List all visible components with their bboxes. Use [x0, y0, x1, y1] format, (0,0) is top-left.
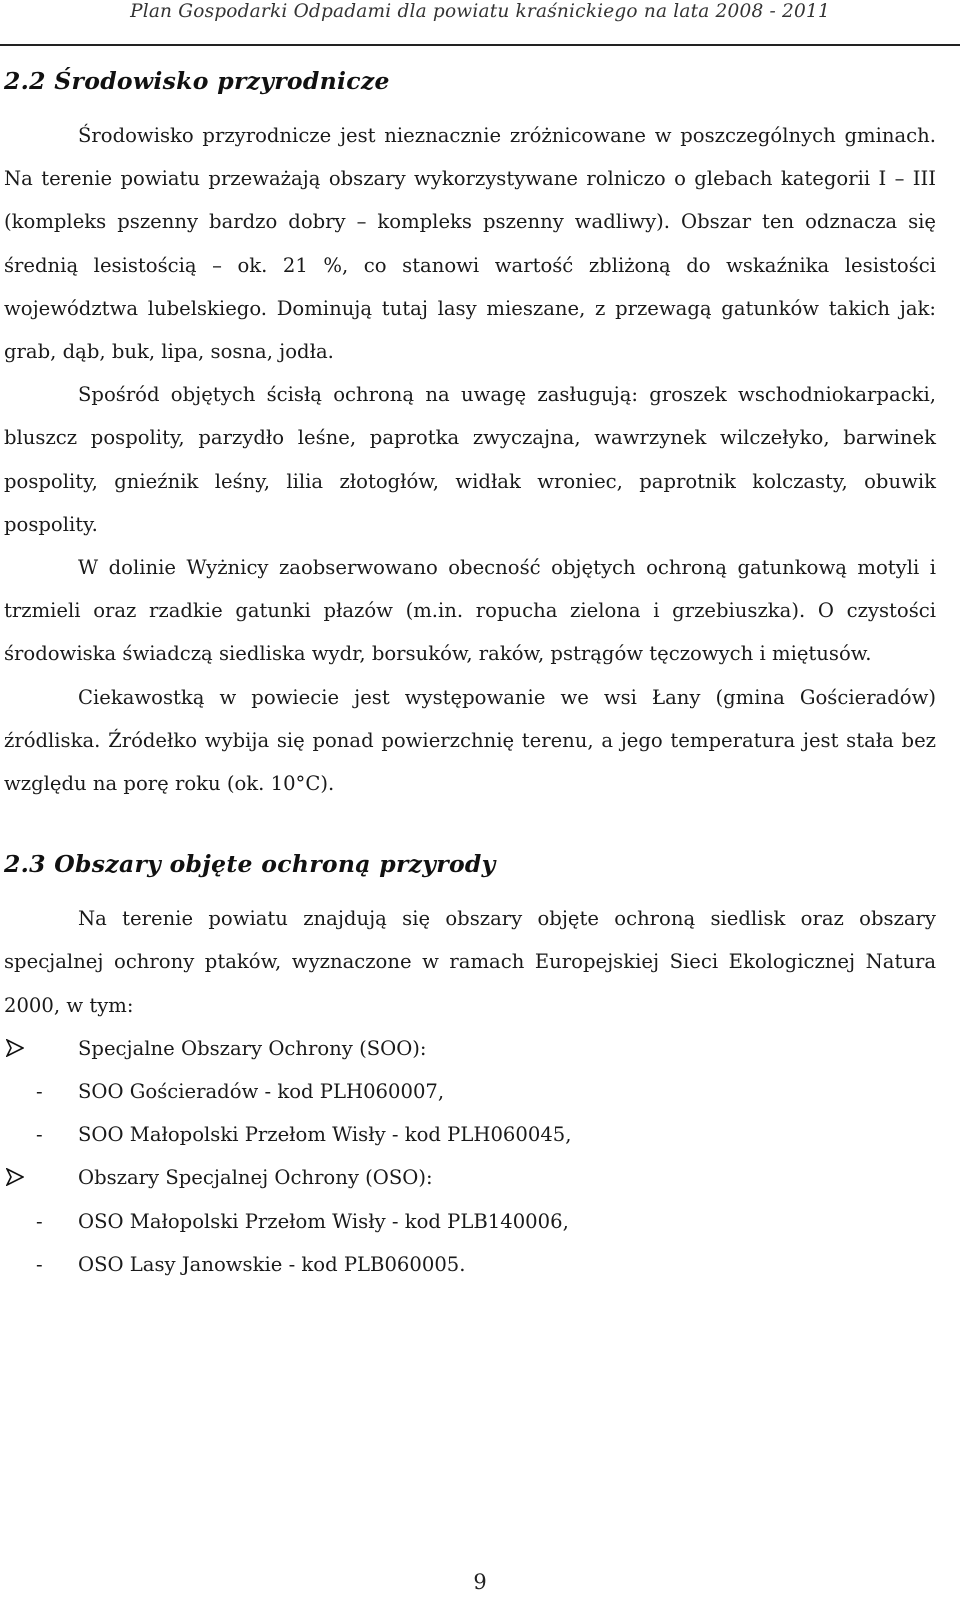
natura-2000-list	[4, 1027, 936, 1286]
list-item	[4, 1027, 936, 1070]
list-item-text: Obszary Specjalnej Ochrony (OSO):	[78, 1166, 433, 1190]
section-heading-2-2: 2.2 Środowisko przyrodnicze	[4, 67, 390, 95]
list-item	[4, 1070, 936, 1113]
running-header	[0, 0, 960, 46]
paragraph: W dolinie Wyżnicy zaobserwowano obecność objętych ochroną gatunkową motyli i trzmieli oraz rzadkie gatunki płazów (m.in. ropucha zielona i grzebiuszka). O czystości środowiska świadczą siedliska wydr, borsuków, raków, pstrągów tęczowych i miętusów.	[4, 556, 936, 666]
list-item-text: OSO Lasy Janowskie - kod PLB060005.	[78, 1252, 466, 1276]
page-number: 9	[473, 1570, 487, 1594]
dash-marker: -	[36, 1209, 43, 1233]
list-item-text: Specjalne Obszary Ochrony (SOO):	[78, 1036, 427, 1060]
dash-marker: -	[36, 1080, 43, 1104]
list-item	[4, 1243, 936, 1286]
list-item-text: SOO Gościeradów - kod PLH060007,	[78, 1080, 445, 1104]
list-item	[4, 1156, 936, 1199]
running-header-title: Plan Gospodarki Odpadami dla powiatu kraśnickiego na lata 2008 - 2011	[130, 1, 830, 22]
paragraph: Ciekawostką w powiecie jest występowanie we wsi Łany (gmina Gościeradów) źródliska. Źródełko wybija się ponad powierzchnię terenu, a jego temperatura jest stała bez względu na porę roku (ok. 10°C).	[4, 685, 936, 796]
list-item	[4, 1113, 936, 1156]
paragraph: Spośród objętych ścisłą ochroną na uwagę zasługują: groszek wschodniokarpacki, bluszcz pospolity, parzydło leśne, paprotka zwyczajna, wawrzynek wilczełyko, barwinek pospolity, gnieźnik leśny, lilia złotogłów, widłak wroniec, paprotnik kolczasty, obuwik pospolity.	[4, 383, 936, 536]
list-item-text: SOO Małopolski Przełom Wisły - kod PLH060045,	[78, 1123, 572, 1147]
section-heading-2-3: 2.3 Obszary objęte ochroną przyrody	[4, 850, 496, 879]
document-body	[4, 66, 936, 1286]
paragraph: Środowisko przyrodnicze jest nieznacznie zróżnicowane w poszczególnych gminach. Na terenie powiatu przeważają obszary wykorzystywane rolniczo o glebach kategorii I – III (kompleks pszenny bardzo dobry – kompleks pszenny wadliwy). Obszar ten odznacza się średnią lesistością – ok. 21 %, co stanowi wartość zbliżoną do wskaźnika lesistości województwa lubelskiego. Dominują tutaj lasy mieszane, z przewagą gatunków takich jak: grab, dąb, buk, lipa, sosna, jodła.	[4, 124, 936, 364]
dash-marker: -	[36, 1252, 43, 1276]
dash-marker: -	[36, 1123, 43, 1147]
list-item-text: OSO Małopolski Przełom Wisły - kod PLB140006,	[78, 1209, 569, 1233]
list-item	[4, 1200, 936, 1243]
paragraph: Na terenie powiatu znajdują się obszary objęte ochroną siedlisk oraz obszary specjalnej ochrony ptaków, wyznaczone w ramach Europejskiej Sieci Ekologicznej Natura 2000, w tym:	[4, 907, 936, 1017]
